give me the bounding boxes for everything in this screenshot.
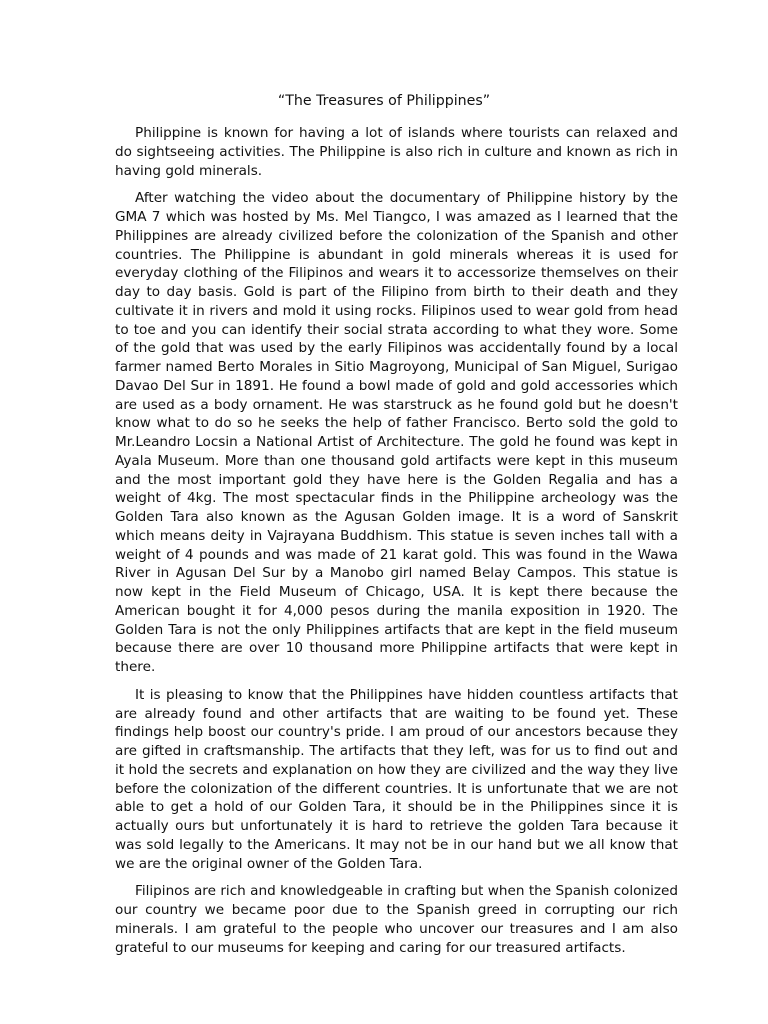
- paragraph-documentary: After watching the video about the documentary of Philippine history by the GMA 7 which was hosted by Ms. Mel Tiangco, I was amazed as I learned that the Philippines are already civilized before the colonization of the Spanish and other countries. The Philippine is abundant in gold minerals whereas it is used for everyday clothing of the Filipinos and wears it to accessorize themselves on their day to day basis. Gold is part of the Filipino from birth to their death and they cultivate it in rivers and mold it using rocks. Filipinos used to wear gold from head to toe and you can identify their social strata according to what they wore. Some of the gold that was used by the early Filipinos was accidentally found by a local farmer named Berto Morales in Sitio Magroyong, Municipal of San Miguel, Surigao Davao Del Sur in 1891. He found a bowl made of gold and gold accessories which are used as a body ornament. He was starstruck as he found gold but he doesn't know what to do so he seeks the help of father Francisco. Berto sold the gold to Mr.Leandro Locsin a National Artist of Architecture. The gold he found was kept in Ayala Museum. More than one thousand gold artifacts were kept in this museum and the most important gold they have here is the Golden Regalia and has a weight of 4kg. The most spectacular finds in the Philippine archeology was the Golden Tara also known as the Agusan Golden image. It is a word of Sanskrit which means deity in Vajrayana Buddhism. This statue is seven inches tall with a weight of 4 pounds and was made of 21 karat gold. This was found in the Wawa River in Agusan Del Sur by a Manobo girl named Belay Campos. This statue is now kept in the Field Museum of Chicago, USA. It is kept there because the American bought it for 4,000 pesos during the manila exposition in 1920. The Golden Tara is not the only Philippines artifacts that are kept in the field museum because there are over 10 thousand more Philippine artifacts that were kept in there.: [115, 190, 678, 675]
- paragraph-conclusion: Filipinos are rich and knowledgeable in crafting but when the Spanish colonized our country we became poor due to the Spanish greed in corrupting our rich minerals. I am grateful to the people who uncover our treasures and I am also grateful to our museums for keeping and caring for our treasured artifacts.: [115, 883, 678, 956]
- paragraph-intro: Philippine is known for having a lot of islands where tourists can relaxed and do sightseeing activities. The Philippine is also rich in culture and known as rich in having gold minerals.: [115, 125, 678, 179]
- document-title: “The Treasures of Philippines”: [277, 93, 491, 109]
- paragraph-artifacts: It is pleasing to know that the Philippines have hidden countless artifacts that are already found and other artifacts that are waiting to be found yet. These findings help boost our country's pride. I am proud of our ancestors because they are gifted in craftsmanship. The artifacts that they left, was for us to find out and it hold the secrets and explanation on how they are civilized and the way they live before the colonization of the different countries. It is unfortunate that we are not able to get a hold of our Golden Tara, it should be in the Philippines since it is actually ours but unfortunately it is hard to retrieve the golden Tara because it was sold legally to the Americans. It may not be in our hand but we all know that we are the original owner of the Golden Tara.: [115, 686, 678, 872]
- document-body: [115, 124, 678, 966]
